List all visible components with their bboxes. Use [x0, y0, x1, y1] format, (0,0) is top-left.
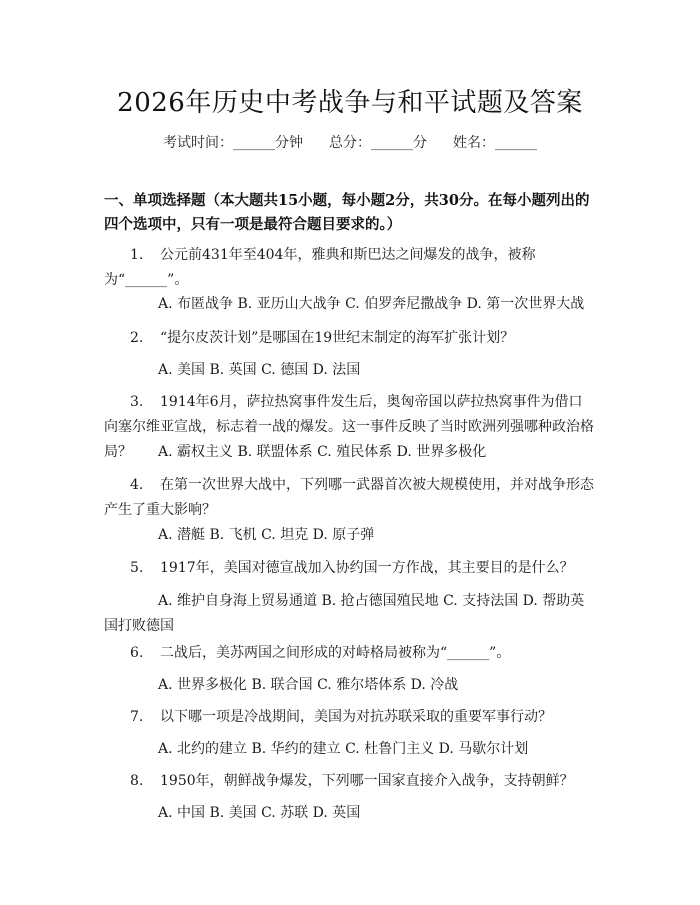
question-5 [104, 556, 596, 581]
question-5-options-text: A. 维护自身海上贸易通道 B. 抢占德国殖民地 C. 支持法国 D. 帮助英国打败德国 [104, 593, 585, 634]
question-text: 1914年6月，萨拉热窝事件发生后，奥匈帝国以萨拉热窝事件为借口向塞尔维亚宣战，标志着一战的爆发。这一事件反映了当时欧洲列强哪种政治格局？ [104, 394, 594, 460]
question-4-options: A. 潜艇 B. 飞机 C. 坦克 D. 原子弹 [158, 527, 375, 543]
question-8 [104, 769, 596, 794]
question-number: 3. [130, 394, 144, 410]
exam-score: 总分：______分 [329, 135, 427, 151]
question-5-options [104, 589, 596, 639]
question-6-options: A. 世界多极化 B. 联合国 C. 雅尔塔体系 D. 冷战 [158, 677, 459, 693]
question-text: 二战后，美苏两国之间形成的对峙格局被称为“______”。 [160, 645, 511, 661]
question-number: 6. [130, 645, 144, 661]
exam-meta [0, 132, 700, 152]
question-7-options: A. 北约的建立 B. 华约的建立 C. 杜鲁门主义 D. 马歇尔计划 [158, 741, 529, 757]
question-4 [104, 473, 596, 523]
question-number: 2. [130, 330, 144, 346]
exam-time: 考试时间：______分钟 [163, 135, 303, 151]
question-1 [104, 243, 596, 293]
student-name: 姓名：______ [453, 135, 537, 151]
section-heading: 一、单项选择题（本大题共15小题，每小题2分，共30分。在每小题列出的四个选项中，只有一项是最符合题目要求的。） [104, 192, 590, 233]
page-title: 2026年历史中考战争与和平试题及答案 [117, 88, 583, 118]
question-text: 公元前431年至404年，雅典和斯巴达之间爆发的战争，被称为“______”。 [104, 247, 536, 288]
question-number: 4. [130, 477, 144, 493]
question-number: 1. [130, 247, 144, 263]
question-text: 1917年，美国对德宣战加入协约国一方作战，其主要目的是什么？ [160, 560, 574, 576]
question-text: 以下哪一项是冷战期间，美国为对抗苏联采取的重要军事行动？ [160, 709, 552, 725]
question-6 [104, 641, 596, 666]
question-2-options: A. 美国 B. 英国 C. 德国 D. 法国 [158, 362, 361, 378]
question-number: 8. [130, 773, 144, 789]
question-8-options: A. 中国 B. 美国 C. 苏联 D. 英国 [158, 805, 361, 821]
question-3-options: A. 霸权主义 B. 联盟体系 C. 殖民体系 D. 世界多极化 [158, 444, 487, 460]
question-1-options: A. 布匿战争 B. 亚历山大战争 C. 伯罗奔尼撒战争 D. 第一次世界大战 [158, 296, 585, 312]
question-number: 5. [130, 560, 144, 576]
question-7 [104, 705, 596, 730]
question-2 [104, 326, 596, 351]
question-text: 1950年，朝鲜战争爆发，下列哪一国家直接介入战争，支持朝鲜？ [160, 773, 574, 789]
question-text: “提尔皮茨计划”是哪国在19世纪末制定的海军扩张计划？ [160, 330, 515, 346]
question-text: 在第一次世界大战中，下列哪一武器首次被大规模使用，并对战争形态产生了重大影响？ [104, 477, 594, 518]
question-number: 7. [130, 709, 144, 725]
